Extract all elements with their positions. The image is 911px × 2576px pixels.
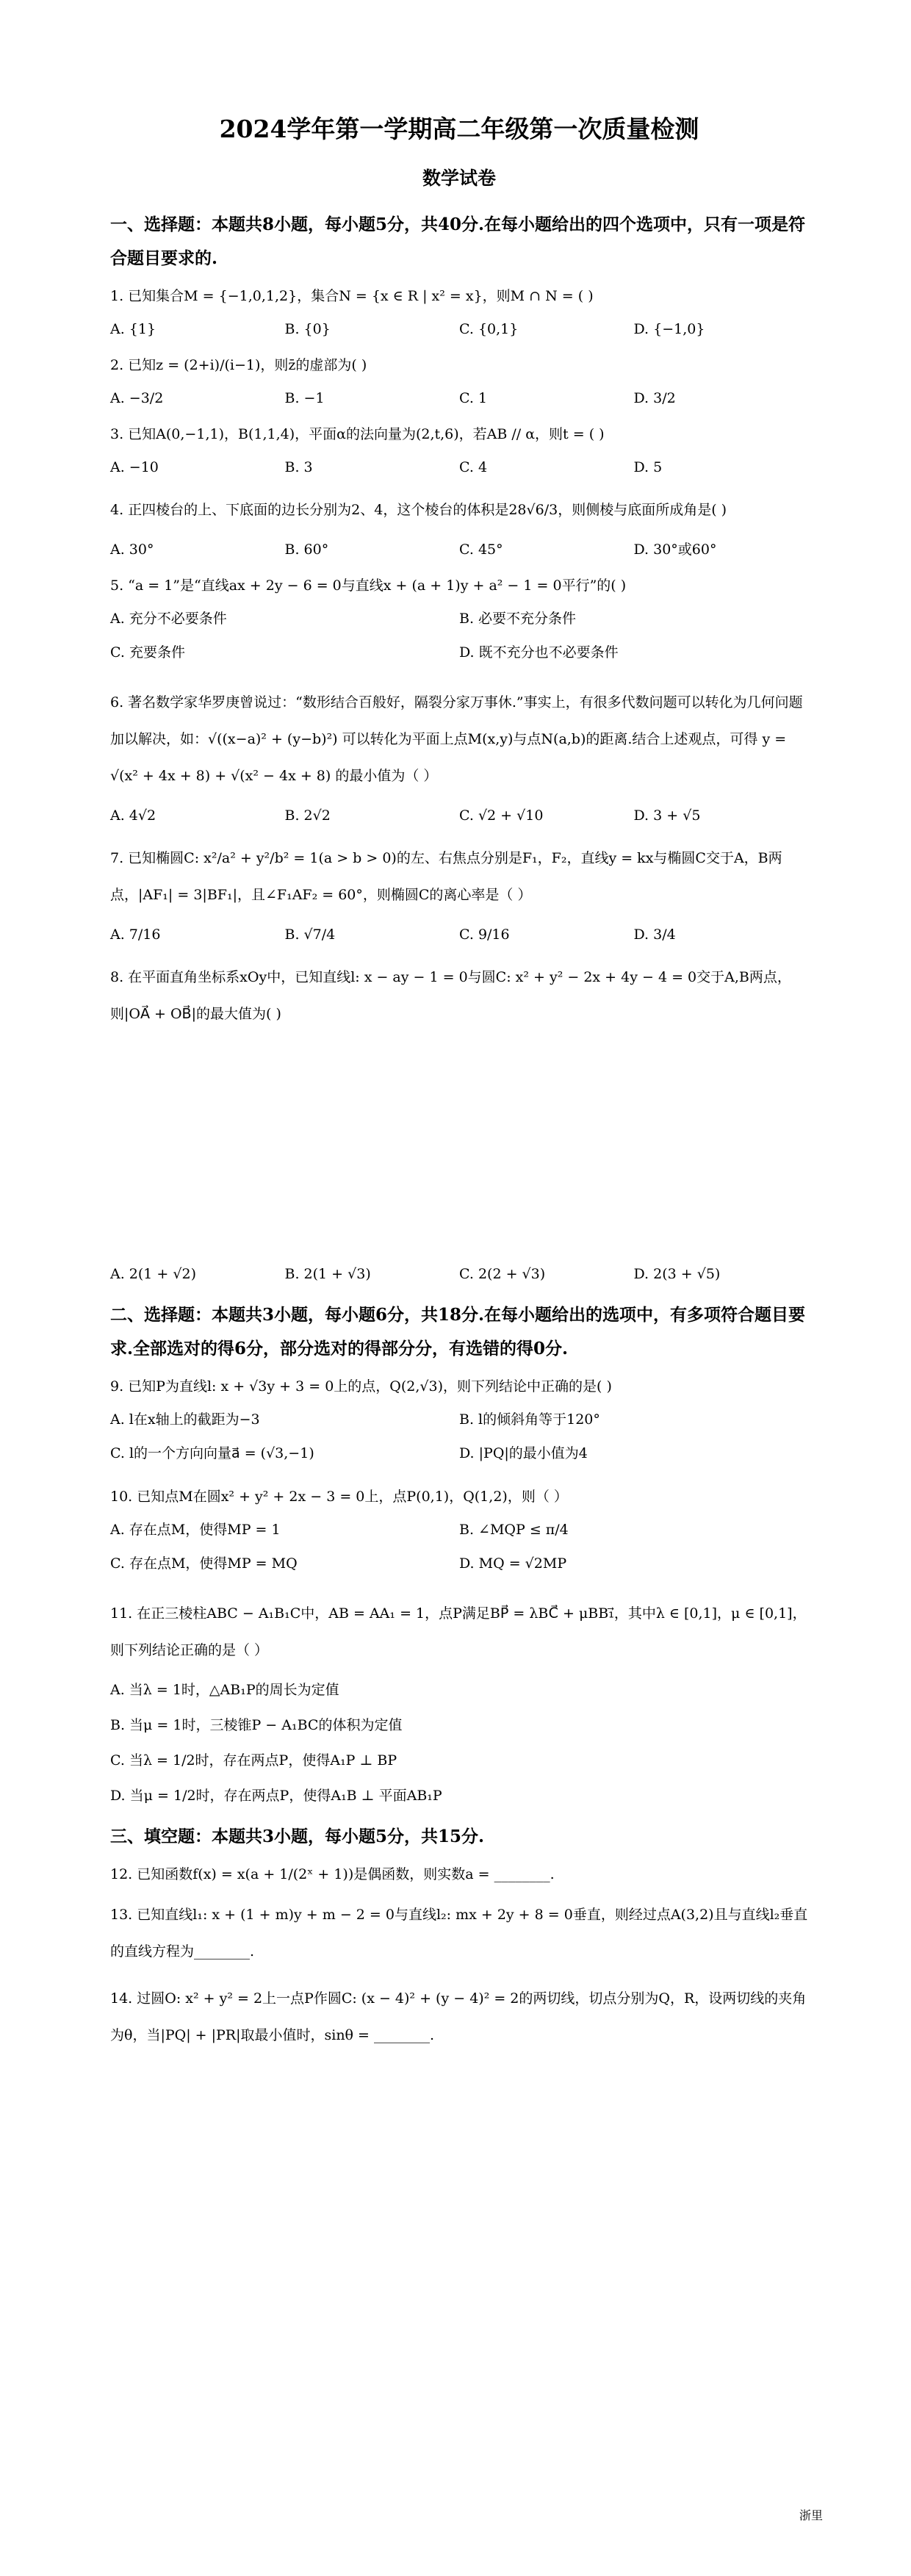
option-c: C. 充要条件 (110, 644, 185, 661)
option-d: D. 5 (633, 459, 663, 475)
option-a: A. 存在点M，使得MP = 1 (110, 1522, 281, 1538)
question-6: 6. 著名数学家华罗庚曾说过：“数形结合百般好，隔裂分家万事休.”事实上，有很多代数问题可以转化为几何问题加以解决，如：√((x−a)² + (y−b)²) 可以转化为平面上点M(x,y)与点N(a,b)的距离.结合上述观点，可得 y = √(x² + 4x + 8) + √(x² − 4x + 8) 的最小值为（ ） (110, 694, 803, 784)
question-1-options (110, 318, 808, 340)
option-a: A. 7/16 (110, 927, 161, 943)
option-b: B. {0} (284, 321, 331, 337)
footer-watermark: 浙里 (799, 2508, 823, 2522)
question-4-options (110, 539, 808, 561)
question-9: 9. 已知P为直线l: x + √3y + 3 = 0上的点，Q(2,√3)，则下列结论中正确的是( ) (110, 1378, 612, 1395)
question-7-options (110, 924, 808, 946)
option-c: C. 4 (459, 459, 488, 475)
section-1-heading: 一、选择题：本题共8小题，每小题5分，共40分.在每小题给出的四个选项中，只有一项是符合题目要求的. (110, 215, 806, 268)
question-9-options (110, 1408, 808, 1476)
option-c: C. {0,1} (459, 321, 519, 337)
option-d: D. 3/4 (633, 927, 676, 943)
question-4: 4. 正四棱台的上、下底面的边长分别为2、4，这个棱台的体积是28√6/3，则侧棱与底面所成角是( ) (110, 502, 727, 518)
option-b: B. √7/4 (284, 927, 336, 943)
option-b: B. 60° (284, 542, 329, 558)
option-b: B. ∠MQP ≤ π/4 (459, 1522, 569, 1538)
question-3: 3. 已知A(0,−1,1)，B(1,1,4)，平面α的法向量为(2,t,6)，若AB // α，则t = ( ) (110, 426, 605, 442)
question-10-options (110, 1519, 808, 1586)
question-3-options (110, 456, 808, 478)
question-6-options (110, 805, 808, 827)
option-c: C. 当λ = 1/2时，存在两点P，使得A₁P ⊥ BP (110, 1752, 397, 1769)
option-c: C. 2(2 + √3) (459, 1266, 546, 1282)
question-13: 13. 已知直线l₁: x + (1 + m)y + m − 2 = 0与直线l₂: mx + 2y + 8 = 0垂直，则经过点A(3,2)且与直线l₂垂直的直线方程为________. (110, 1907, 808, 1960)
option-d: D. {−1,0} (633, 321, 705, 337)
option-d: D. 2(3 + √5) (633, 1266, 721, 1282)
question-7: 7. 已知椭圆C: x²/a² + y²/b² = 1(a > b > 0)的左、右焦点分别是F₁，F₂，直线y = kx与椭圆C交于A，B两点，|AF₁| = 3|BF₁|，且∠F₁AF₂ = 60°，则椭圆C的离心率是（ ） (110, 850, 782, 903)
option-c: C. l的一个方向向量a⃗ = (√3,−1) (110, 1445, 314, 1461)
question-14: 14. 过圆O: x² + y² = 2上一点P作圆C: (x − 4)² + (y − 4)² = 2的两切线，切点分别为Q，R，设两切线的夹角为θ，当|PQ| + |PR|取最小值时，sinθ = ________. (110, 1990, 807, 2043)
option-b: B. 当μ = 1时，三棱锥P − A₁BC的体积为定值 (110, 1717, 403, 1733)
option-a: A. {1} (110, 321, 156, 337)
option-b: B. 3 (284, 459, 313, 475)
option-a: A. l在x轴上的截距为−3 (110, 1411, 260, 1428)
option-d: D. 当μ = 1/2时，存在两点P，使得A₁B ⊥ 平面AB₁P (110, 1788, 442, 1804)
question-11: 11. 在正三棱柱ABC − A₁B₁C中，AB = AA₁ = 1，点P满足BP⃗ = λBC⃗ + μBB₁⃗，其中λ ∈ [0,1]，μ ∈ [0,1]，则下列结论正确的是（ ） (110, 1605, 807, 1658)
question-8-options (110, 1263, 808, 1285)
option-a: A. 30° (110, 542, 154, 558)
option-a: A. 当λ = 1时，△AB₁P的周长为定值 (110, 1682, 339, 1698)
option-d: D. 3 + √5 (633, 807, 701, 824)
option-d: D. 既不充分也不必要条件 (459, 644, 619, 661)
question-10: 10. 已知点M在圆x² + y² + 2x − 3 = 0上，点P(0,1)，Q(1,2)，则（ ） (110, 1489, 568, 1505)
question-12: 12. 已知函数f(x) = x(a + 1/(2ˣ + 1))是偶函数，则实数a = ________. (110, 1866, 555, 1882)
exam-title: 2024学年第一学期高二年级第一次质量检测 (219, 115, 699, 143)
section-3-heading: 三、填空题：本题共3小题，每小题5分，共15分. (110, 1827, 485, 1846)
option-a: A. −10 (110, 459, 159, 475)
option-c: C. 45° (459, 542, 503, 558)
option-a: A. −3/2 (110, 390, 164, 406)
option-d: D. |PQ|的最小值为4 (459, 1445, 588, 1461)
option-a: A. 4√2 (110, 807, 156, 824)
question-5-options (110, 608, 808, 675)
option-d: D. 30°或60° (633, 542, 717, 558)
option-b: B. −1 (284, 390, 325, 406)
option-d: D. MQ = √2MP (459, 1555, 567, 1572)
answer-space (110, 1043, 808, 1263)
option-b: B. 2√2 (284, 807, 331, 824)
option-b: B. l的倾斜角等于120° (459, 1411, 600, 1428)
section-2-heading: 二、选择题：本题共3小题，每小题6分，共18分.在每小题给出的选项中，有多项符合题目要求.全部选对的得6分，部分选对的得部分分，有选错的得0分. (110, 1305, 806, 1359)
exam-subtitle: 数学试卷 (422, 168, 496, 189)
option-b: B. 2(1 + √3) (284, 1266, 371, 1282)
question-5: 5. “a = 1”是“直线ax + 2y − 6 = 0与直线x + (a + 1)y + a² − 1 = 0平行”的( ) (110, 578, 627, 594)
question-2-options (110, 387, 808, 409)
option-c: C. 存在点M，使得MP = MQ (110, 1555, 298, 1572)
question-8: 8. 在平面直角坐标系xOy中，已知直线l: x − ay − 1 = 0与圆C: x² + y² − 2x + 4y − 4 = 0交于A,B两点，则|OA⃗ + OB⃗|的最大值为( ) (110, 969, 791, 1022)
option-b: B. 必要不充分条件 (459, 611, 577, 627)
option-c: C. 9/16 (459, 927, 510, 943)
question-2: 2. 已知z = (2+i)/(i−1)，则z̄的虚部为( ) (110, 357, 367, 373)
exam-page (110, 110, 808, 2064)
option-d: D. 3/2 (633, 390, 676, 406)
option-c: C. 1 (459, 390, 488, 406)
question-1: 1. 已知集合M = {−1,0,1,2}，集合N = {x ∈ R | x² = x}，则M ∩ N = ( ) (110, 288, 594, 304)
option-a: A. 2(1 + √2) (110, 1266, 196, 1282)
option-a: A. 充分不必要条件 (110, 611, 227, 627)
option-c: C. √2 + √10 (459, 807, 544, 824)
